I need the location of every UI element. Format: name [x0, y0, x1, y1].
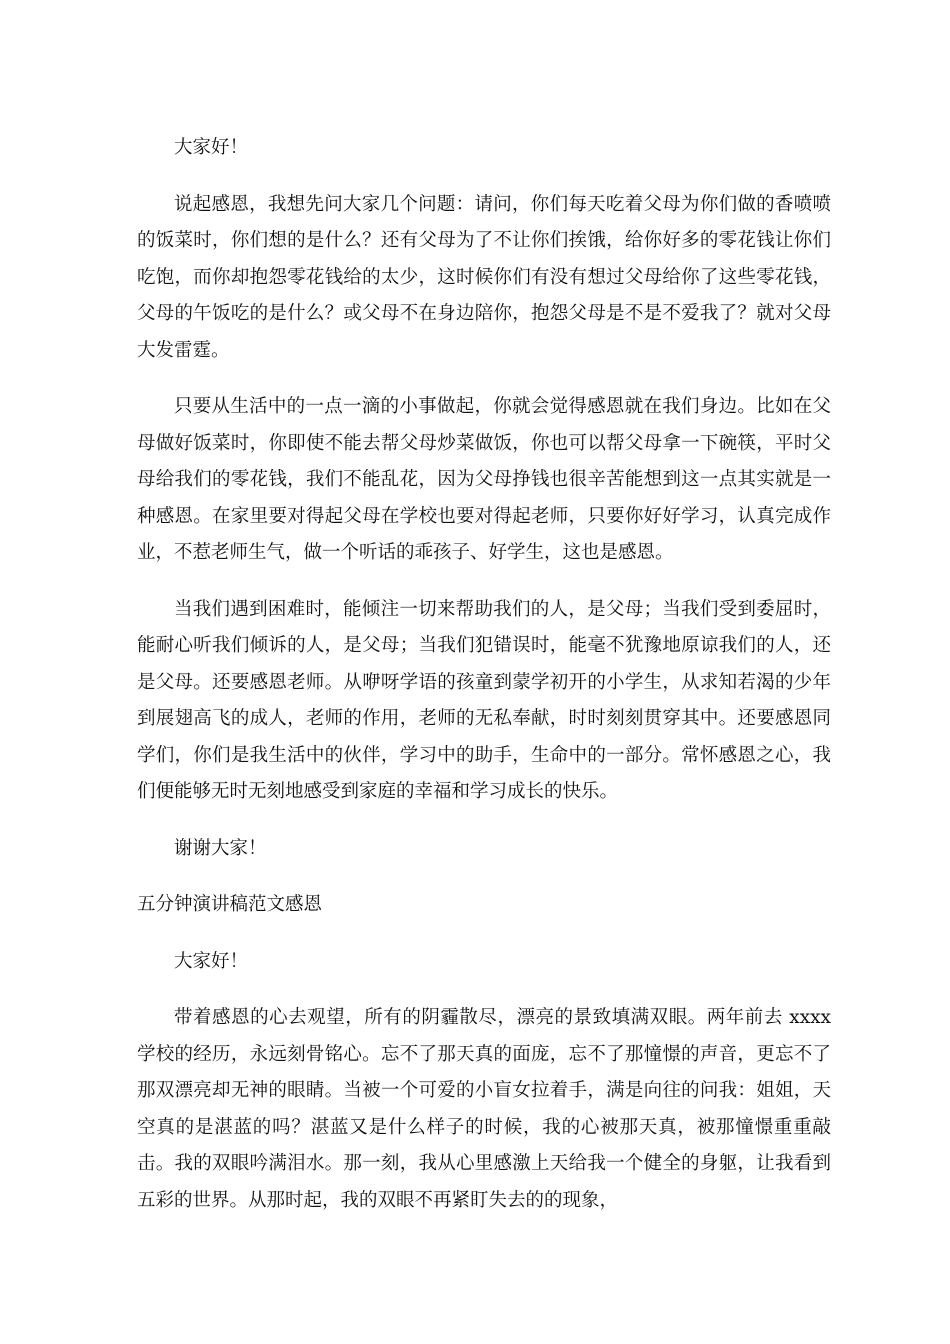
paragraph: 只要从生活中的一点一滴的小事做起，你就会觉得感恩就在我们身边。比如在父母做好饭菜时，你即使不能去帮父母炒菜做饭，你也可以帮父母拿一下碗筷，平时父母给我们的零花钱，我们不能乱花，因为父母挣钱也很辛苦能想到这一点其实就是一种感恩。在家里要对得起父母在学校也要对得起老师，只要你好好学习，认真完成作业，不惹老师生气，做一个听话的乖孩子、好学生，这也是感恩。	[137, 396, 831, 563]
paragraph: 说起感恩，我想先问大家几个问题：请问，你们每天吃着父母为你们做的香喷喷的饭菜时，你们想的是什么？还有父母为了不让你们挨饿，给你好多的零花钱让你们吃饱，而你却抱怨零花钱给的太少，这时候你们有没有想过父母给你了这些零花钱，父母的午饭吃的是什么？或父母不在身边陪你，抱怨父母是不是不爱我了？就对父母大发雷霆。	[137, 193, 831, 361]
greeting: 大家好！	[174, 137, 249, 158]
greeting: 大家好！	[174, 950, 249, 972]
document-body	[137, 130, 831, 1219]
section-heading: 五分钟演讲稿范文感恩	[137, 894, 323, 915]
paragraph: 当我们遇到困难时，能倾注一切来帮助我们的人，是父母；当我们受到委屈时，能耐心听我们倾诉的人，是父母；当我们犯错误时，能毫不犹豫地原谅我们的人，还是父母。还要感恩老师。从咿呀学语的孩童到蒙学初开的小学生，从求知若渴的少年到展翅高飞的成人，老师的作用，老师的无私奉献，时时刻刻贯穿其中。还要感恩同学们，你们是我生活中的伙伴，学习中的助手，生命中的一部分。常怀感恩之心，我们便能够无时无刻地感受到家庭的幸福和学习成长的快乐。	[137, 598, 831, 802]
closing: 谢谢大家！	[174, 837, 267, 859]
paragraph: 带着感恩的心去观望，所有的阴霾散尽，漂亮的景致填满双眼。两年前去 xxxx 学校的经历，永远刻骨铭心。忘不了那天真的面庞，忘不了那憧憬的声音，更忘不了那双漂亮却无神的眼睛。当被一个可爱的小盲女拉着手，满是向往的问我：姐姐，天空真的是湛蓝的吗？湛蓝又是什么样子的时候，我的心被那天真，被那憧憬重重敲击。我的双眼吟满泪水。那一刻，我从心里感激上天给我一个健全的身躯，让我看到五彩的世界。从那时起，我的双眼不再紧盯失去的的现象，	[137, 1007, 831, 1211]
